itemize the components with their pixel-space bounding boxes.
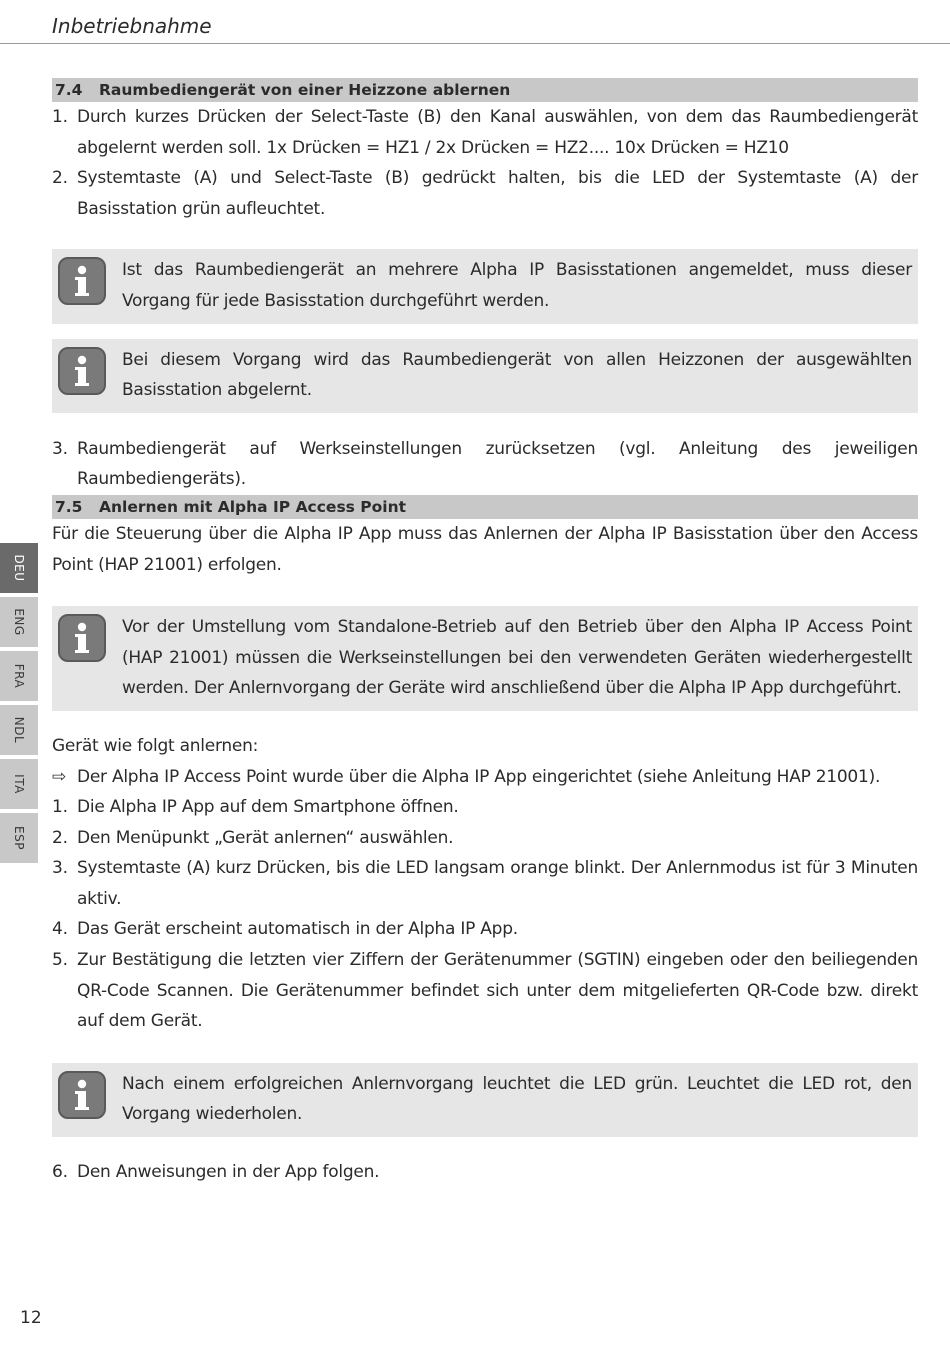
list-item [52,1157,918,1188]
info-note [52,1063,918,1137]
lead-paragraph: Gerät wie folgt anlernen: [52,735,259,756]
note-text: Ist das Raumbediengerät an mehrere Alpha IP Basisstationen angemeldet, muss dieser Vorgang für jede Basisstation durchgeführt werden. [122,260,912,311]
list-marker: 6. [52,1162,68,1183]
list-text: Den Anweisungen in der App folgen. [77,1162,380,1183]
note-text: Nach einem erfolgreichen Anlernvorgang leuchtet die LED grün. Leuchtet die LED rot, den Vorgang wiederholen. [122,1073,912,1125]
note-text: Vor der Umstellung vom Standalone-Betrieb auf den Betrieb über den Alpha IP Access Point (HAP 21001) müssen die Werkseinstellungen bei den verwendeten Geräten wiederhergestellt werden. Der Anlernvorgang der Geräte wird anschließend über die Alpha IP App durchgeführt. [122,617,912,699]
language-tab-label: FRA [12,663,26,689]
info-icon [58,1071,106,1119]
list-item [52,914,918,945]
info-icon [58,614,106,662]
section-title: Anlernen mit Alpha IP Access Point [99,497,407,516]
language-tab-label: NDL [12,716,26,744]
list-text: Der Alpha IP Access Point wurde über die Alpha IP App eingerichtet (siehe Anleitung HAP 21001). [77,766,881,787]
language-tab-ita[interactable] [0,759,38,809]
note-text: Bei diesem Vorgang wird das Raumbediengerät von allen Heizzonen der ausgewählten Basisstation abgelernt. [122,349,912,401]
page-number: 12 [20,1308,42,1328]
language-tab-eng[interactable] [0,597,38,647]
list-marker: 3. [52,858,68,879]
list-item [52,434,918,495]
list-text: Raumbediengerät auf Werkseinstellungen zurücksetzen (vgl. Anleitung des jeweiligen Raumbediengeräts). [77,438,918,490]
section-heading-7-4 [52,78,918,102]
list-item [52,853,918,914]
list-text: Systemtaste (A) kurz Drücken, bis die LED langsam orange blinkt. Der Anlernmodus ist für 3 Minuten aktiv. [77,858,918,909]
language-tab-fra[interactable] [0,651,38,701]
list-text: Zur Bestätigung die letzten vier Ziffern der Gerätenummer (SGTIN) eingeben oder den beiliegenden QR-Code Scannen. Die Gerätenummer befindet sich unter dem mitgelieferten QR-Code bzw. direkt auf dem Gerät. [77,950,918,1032]
precondition-item [52,762,918,793]
info-icon [58,257,106,305]
list-marker: 1. [52,107,68,127]
section-title: Raumbediengerät von einer Heizzone ablernen [99,81,511,99]
language-tab-label: ESP [12,826,26,850]
info-icon [58,347,106,395]
page-content [52,78,918,1188]
list-text: Durch kurzes Drücken der Select-Taste (B) den Kanal auswählen, von dem das Raumbediengerät abgelernt werden soll. 1x Drücken = HZ1 / 2x Drücken = HZ2.... 10x Drücken = HZ10 [77,107,918,158]
list-marker: 3. [52,438,68,459]
list-text: Den Menüpunkt „Gerät anlernen“ auswählen. [77,827,454,848]
list-text: Systemtaste (A) und Select-Taste (B) gedrückt halten, bis die LED der Systemtaste (A) der Basisstation grün aufleuchtet. [77,168,918,219]
info-note [52,339,918,413]
list-item [52,823,918,854]
list-marker: 4. [52,919,68,940]
header-rule [0,43,950,44]
language-tab-label: DEU [12,554,26,582]
language-tab-label: ENG [12,608,26,636]
list-text: Das Gerät erscheint automatisch in der Alpha IP App. [77,919,518,940]
running-header: Inbetriebnahme [52,14,212,38]
intro-paragraph: Für die Steuerung über die Alpha IP App muss das Anlernen der Alpha IP Basisstation über den Access Point (HAP 21001) erfolgen. [52,523,918,575]
section-number: 7.5 [55,497,83,516]
list-marker: 2. [52,827,68,848]
arrow-icon: ⇨ [52,766,66,787]
list-item [52,163,918,224]
language-tab-esp[interactable] [0,813,38,863]
section-number: 7.4 [55,81,83,99]
list-item [52,102,918,163]
language-tabs [0,543,38,867]
info-note [52,606,918,711]
list-item [52,792,918,823]
language-tab-label: ITA [12,774,26,794]
list-marker: 2. [52,168,68,189]
language-tab-deu[interactable] [0,543,38,593]
section-heading-7-5 [52,495,918,519]
language-tab-ndl[interactable] [0,705,38,755]
list-marker: 1. [52,797,68,818]
list-text: Die Alpha IP App auf dem Smartphone öffnen. [77,797,459,818]
info-note [52,249,918,323]
list-marker: 5. [52,950,68,971]
list-item [52,945,918,1037]
